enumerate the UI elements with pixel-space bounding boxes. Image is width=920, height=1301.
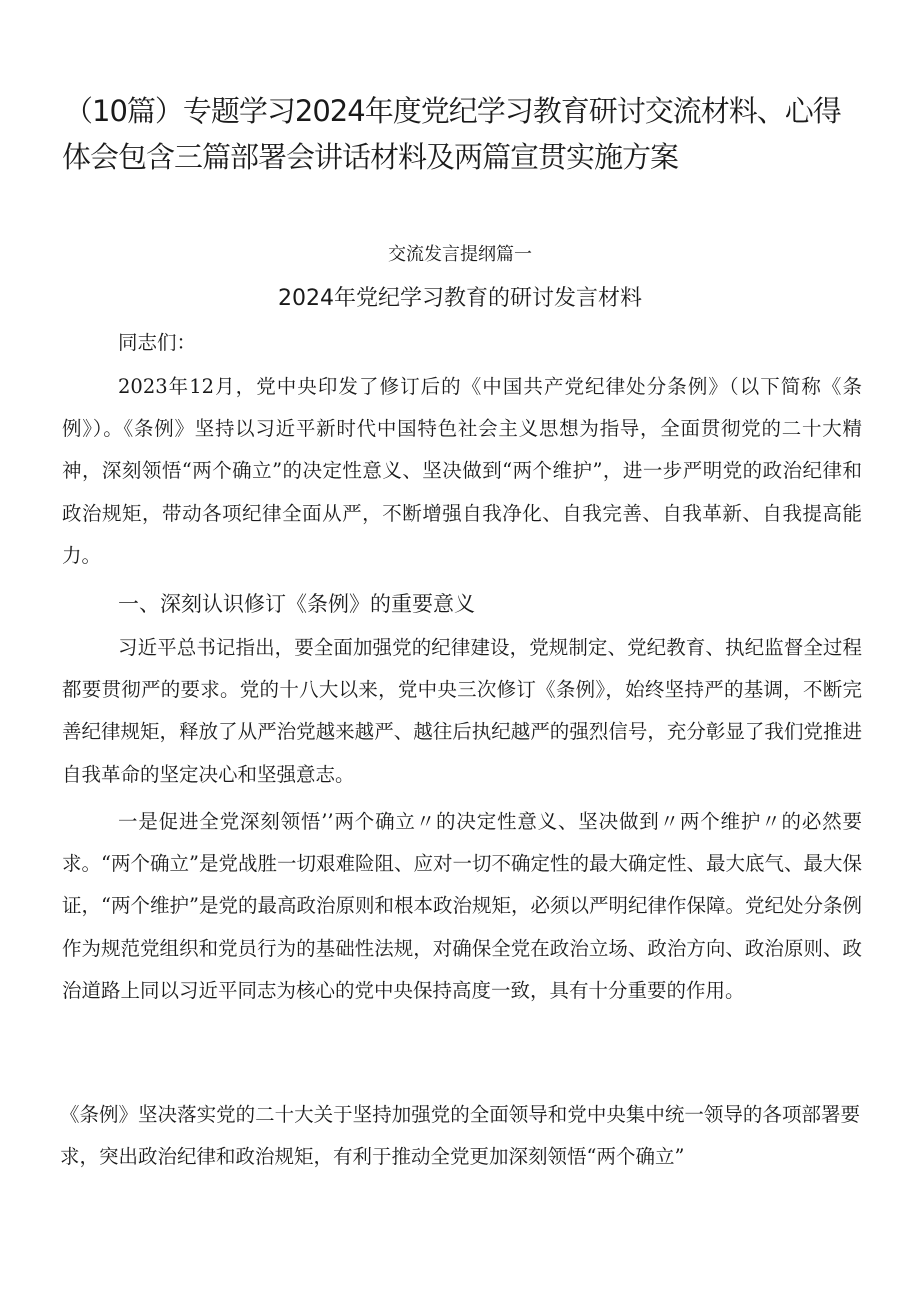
paragraph-point-one: 一是促进全党深刻领悟’’两个确立〃的决定性意义、坚决做到〃两个维护〃的必然要求。“两个确立”是党战胜一切艰难险阻、应对一切不确定性的最大确定性、最大底气、最大保证，“两个维护”是党的最高政治原则和根本政治规矩，必须以严明纪律作保障。党纪处分条例作为规范党组织和党员行为的基础性法规，对确保全党在政治立场、政治方向、政治原则、政治道路上同以习近平同志为核心的党中央保持高度一致，具有十分重要的作用。: [62, 810, 862, 1002]
document-title: （10篇）专题学习2024年度党纪学习教育研讨交流材料、心得体会包含三篇部署会讲话材料及两篇宣贯实施方案: [62, 94, 841, 174]
section-heading: 一、深刻认识修订《条例》的重要意义: [118, 592, 475, 616]
paragraph-significance: 习近平总书记指出，要全面加强党的纪律建设，党规制定、党纪教育、执纪监督全过程都要贯彻严的要求。党的十八大以来，党中央三次修订《条例》，始终坚持严的基调，不断完善纪律规矩，释放了从严治党越来越严、越往后执纪越严的强烈信号，充分彰显了我们党推进自我革命的坚定决心和坚强意志。: [62, 636, 862, 786]
paragraph-regulation: 《条例》坚决落实党的二十大关于坚持加强党的全面领导和党中央集中统一领导的各项部署要求，突出政治纪律和政治规矩，有利于推动全党更加深刻领悟“两个确立”: [60, 1103, 860, 1169]
salutation: 同志们：: [118, 331, 197, 354]
article-title: 2024年党纪学习教育的研讨发言材料: [278, 286, 642, 311]
paragraph-intro: 2023年12月，党中央印发了修订后的《中国共产党纪律处分条例》（以下简称《条例》）。《条例》坚持以习近平新时代中国特色社会主义思想为指导，全面贯彻党的二十大精神，深刻领悟“两个确立”的决定性意义、坚决做到“两个维护”，进一步严明党的政治纪律和政治规矩，带动各项纪律全面从严，不断增强自我净化、自我完善、自我革新、自我提高能力。: [62, 375, 862, 567]
article-label: 交流发言提纲篇一: [388, 244, 532, 265]
